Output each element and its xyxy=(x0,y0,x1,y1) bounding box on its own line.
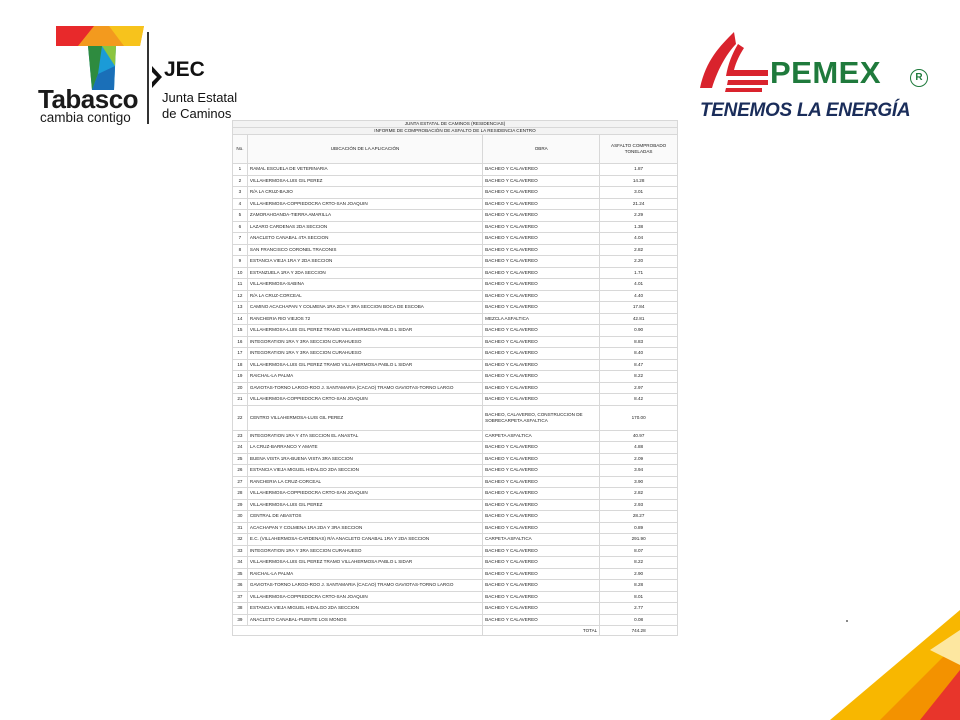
table-row xyxy=(233,614,678,626)
report-title: JUNTA ESTATAL DE CAMINOS (RESIDENCIAS) xyxy=(233,121,678,128)
row-number: 18 xyxy=(233,359,248,371)
row-location: ZAMORAHOANDA-TIERRA AMARILLA xyxy=(247,210,482,222)
row-number: 11 xyxy=(233,279,248,291)
row-work: BACHEO Y CALAVEREO xyxy=(483,442,600,454)
row-asphalt: 8.22 xyxy=(600,557,678,569)
row-location: VILLAHERMOSA-COPPIEDOCRA CRTO-SAN JOAQUIN xyxy=(247,591,482,603)
row-work: BACHEO Y CALAVEREO xyxy=(483,591,600,603)
row-asphalt: 17.84 xyxy=(600,302,678,314)
row-location: R/A LA CRUZ-BAJIO xyxy=(247,187,482,199)
row-work: CARPETA ASFALTICA xyxy=(483,534,600,546)
row-asphalt: 2.97 xyxy=(600,382,678,394)
row-location: RANCHERIA LA CRUZ-CORCEAL xyxy=(247,476,482,488)
row-work: BACHEO Y CALAVEREO xyxy=(483,325,600,337)
row-work: BACHEO Y CALAVEREO xyxy=(483,476,600,488)
row-location: VILLAHERMOSA-LUIS GIL PEREZ xyxy=(247,499,482,511)
row-work: BACHEO Y CALAVEREO xyxy=(483,210,600,222)
table-row xyxy=(233,290,678,302)
report-subtitle-row xyxy=(233,128,678,135)
table-row xyxy=(233,603,678,615)
row-asphalt: 4.01 xyxy=(600,279,678,291)
row-location: LAZARO CARDENAS 2DA SECCION xyxy=(247,221,482,233)
row-work: BACHEO Y CALAVEREO xyxy=(483,221,600,233)
row-number: 13 xyxy=(233,302,248,314)
table-row xyxy=(233,256,678,268)
row-work: BACHEO Y CALAVEREO xyxy=(483,233,600,245)
row-location: RAMAL ESCUELA DE VETERINARIA xyxy=(247,164,482,176)
row-work: BACHEO Y CALAVEREO xyxy=(483,453,600,465)
table-row xyxy=(233,580,678,592)
row-work: BACHEO Y CALAVEREO xyxy=(483,359,600,371)
asphalt-report xyxy=(232,120,678,686)
total-spacer xyxy=(233,626,483,636)
row-work: BACHEO Y CALAVEREO xyxy=(483,603,600,615)
logo-divider xyxy=(147,32,149,124)
row-asphalt: 3.01 xyxy=(600,187,678,199)
row-asphalt: 8.22 xyxy=(600,371,678,383)
row-work: BACHEO Y CALAVEREO xyxy=(483,164,600,176)
decorative-dot xyxy=(846,620,848,622)
row-location: ESTANZUELA 1RA Y 2DA SECCION xyxy=(247,267,482,279)
row-location: ANACLETO CANABAL-PUENTE LOS MONOS xyxy=(247,614,482,626)
row-number: 27 xyxy=(233,476,248,488)
table-row xyxy=(233,359,678,371)
row-asphalt: 8.42 xyxy=(600,394,678,406)
table-row xyxy=(233,534,678,546)
row-work: BACHEO Y CALAVEREO xyxy=(483,522,600,534)
row-work: BACHEO Y CALAVEREO xyxy=(483,394,600,406)
row-number: 15 xyxy=(233,325,248,337)
row-location: INTEGORATION 1RA Y 3RA SECCION CURAHUESO xyxy=(247,336,482,348)
row-location: ESTANCIA VIEJA MIGUEL HIDALGO 2DA SECCION xyxy=(247,465,482,477)
table-row xyxy=(233,511,678,523)
row-number: 34 xyxy=(233,557,248,569)
row-number: 35 xyxy=(233,568,248,580)
tabasco-tagline: cambia contigo xyxy=(40,110,131,125)
row-work: BACHEO Y CALAVEREO xyxy=(483,371,600,383)
row-asphalt: 2.90 xyxy=(600,568,678,580)
row-location: VILLAHERMOSA-LUIS GIL PEREZ TRAMO VILLAHERMOSA PABLO L SIDAR xyxy=(247,557,482,569)
row-location: VILLAHERMOSA-COPPIEDOCRA CRTO-SAN JOAQUIN xyxy=(247,488,482,500)
table-row xyxy=(233,325,678,337)
table-row xyxy=(233,233,678,245)
row-location: LA CRUZ-BARRANCO Y AMATE xyxy=(247,442,482,454)
row-location: VILLAHERMOSA-COPPIEDOCRA CRTO-SAN JOAQUIN xyxy=(247,198,482,210)
table-row xyxy=(233,442,678,454)
row-number: 1 xyxy=(233,164,248,176)
row-work: BACHEO Y CALAVEREO xyxy=(483,198,600,210)
tabasco-t-mark-icon xyxy=(54,26,146,90)
row-work: BACHEO Y CALAVEREO xyxy=(483,568,600,580)
row-asphalt: 0.90 xyxy=(600,325,678,337)
row-number: 36 xyxy=(233,580,248,592)
row-asphalt: 8.40 xyxy=(600,348,678,360)
row-number: 37 xyxy=(233,591,248,603)
row-asphalt: 2.82 xyxy=(600,244,678,256)
row-work: BACHEO Y CALAVEREO xyxy=(483,348,600,360)
row-location: CENTRAL DE ABASTOS xyxy=(247,511,482,523)
row-asphalt: 2.82 xyxy=(600,488,678,500)
row-asphalt: 1.87 xyxy=(600,164,678,176)
row-number: 3 xyxy=(233,187,248,199)
row-work: BACHEO Y CALAVEREO xyxy=(483,290,600,302)
row-number: 19 xyxy=(233,371,248,383)
row-location: CENTRO VILLAHERMOSA-LUIS GIL PEREZ xyxy=(247,405,482,430)
table-row xyxy=(233,267,678,279)
row-number: 32 xyxy=(233,534,248,546)
row-number: 24 xyxy=(233,442,248,454)
total-label: TOTAL xyxy=(483,626,600,636)
col-header-no: No. xyxy=(233,135,248,164)
row-number: 10 xyxy=(233,267,248,279)
row-asphalt: 28.27 xyxy=(600,511,678,523)
row-work: MEZCLA ASFALTICA xyxy=(483,313,600,325)
row-location: ESTANCIA VIEJA MIGUEL HIDALGO 2DA SECCION xyxy=(247,603,482,615)
row-asphalt: 2.29 xyxy=(600,210,678,222)
row-asphalt: 8.07 xyxy=(600,545,678,557)
jec-line1: Junta Estatal xyxy=(162,90,238,105)
decorative-corner xyxy=(820,610,960,720)
row-number: 2 xyxy=(233,175,248,187)
jec-line2: de Caminos xyxy=(162,106,232,121)
row-work: BACHEO Y CALAVEREO xyxy=(483,267,600,279)
table-row xyxy=(233,313,678,325)
row-asphalt: 4.04 xyxy=(600,233,678,245)
row-number: 29 xyxy=(233,499,248,511)
row-work: BACHEO Y CALAVEREO xyxy=(483,302,600,314)
row-location: ACACHAPAN Y COLMENA 1RA 2DA Y 3RA SECCION xyxy=(247,522,482,534)
row-location: VILLAHERMOSA-LUIS GIL PEREZ TRAMO VILLAHERMOSA PABLO L SIDAR xyxy=(247,325,482,337)
table-row xyxy=(233,187,678,199)
row-asphalt: 14.28 xyxy=(600,175,678,187)
row-location: VILLAHERMOSA-SABINA xyxy=(247,279,482,291)
row-work: BACHEO Y CALAVEREO xyxy=(483,279,600,291)
row-location: ESTANCIA VIEJA 1RA Y 2DA SECCION xyxy=(247,256,482,268)
row-number: 7 xyxy=(233,233,248,245)
jec-arrow-icon xyxy=(152,66,162,88)
row-location: INTEGORATION 1RA Y 3RA SECCION CURAHUESO xyxy=(247,348,482,360)
row-work: BACHEO Y CALAVEREO xyxy=(483,488,600,500)
row-asphalt: 0.89 xyxy=(600,522,678,534)
row-work: CARPETA ASFALTICA xyxy=(483,430,600,442)
row-asphalt: 1.71 xyxy=(600,267,678,279)
table-row xyxy=(233,279,678,291)
tabasco-wordmark: Tabasco xyxy=(38,84,139,114)
table-row xyxy=(233,371,678,383)
table-row xyxy=(233,465,678,477)
row-number: 39 xyxy=(233,614,248,626)
row-number: 9 xyxy=(233,256,248,268)
total-row xyxy=(233,626,678,636)
row-location: RAICHAL-LA PALMA xyxy=(247,371,482,383)
pemex-slogan: TENEMOS LA ENERGÍA xyxy=(700,100,911,121)
table-header-row xyxy=(233,135,678,164)
row-work: BACHEO Y CALAVEREO xyxy=(483,499,600,511)
table-row xyxy=(233,430,678,442)
registered-mark: R xyxy=(910,69,928,87)
row-work: BACHEO Y CALAVEREO xyxy=(483,175,600,187)
row-location: BUENA VISTA 1RA-BUENA VISTA 3RA SECCION xyxy=(247,453,482,465)
row-number: 23 xyxy=(233,430,248,442)
row-number: 22 xyxy=(233,405,248,430)
row-number: 28 xyxy=(233,488,248,500)
row-number: 30 xyxy=(233,511,248,523)
row-asphalt: 2.09 xyxy=(600,453,678,465)
row-asphalt: 8.83 xyxy=(600,336,678,348)
row-number: 25 xyxy=(233,453,248,465)
table-row xyxy=(233,557,678,569)
table-row xyxy=(233,210,678,222)
report-subtitle: INFORME DE COMPROBACIÓN DE ASFALTO DE LA RESIDENCIA CENTRO xyxy=(233,128,678,135)
total-value: 744.28 xyxy=(600,626,678,636)
row-location: RANCHERIA RIO VIEJOS 72 xyxy=(247,313,482,325)
row-asphalt: 8.28 xyxy=(600,580,678,592)
row-number: 26 xyxy=(233,465,248,477)
row-work: BACHEO Y CALAVEREO xyxy=(483,382,600,394)
row-location: VILLAHERMOSA-LUIS GIL PEREZ xyxy=(247,175,482,187)
row-work: BACHEO Y CALAVEREO xyxy=(483,580,600,592)
pemex-logo xyxy=(698,30,934,126)
row-work: BACHEO Y CALAVEREO xyxy=(483,545,600,557)
row-number: 38 xyxy=(233,603,248,615)
row-asphalt: 21.24 xyxy=(600,198,678,210)
row-number: 6 xyxy=(233,221,248,233)
row-work: BACHEO Y CALAVEREO xyxy=(483,256,600,268)
row-asphalt: 3.94 xyxy=(600,465,678,477)
pemex-eagle-icon xyxy=(698,30,770,96)
row-location: E.C. (VILLAHERMOSA-CARDENAS) R/A ANACLETO CANABAL 1RA Y 2DA SECCION xyxy=(247,534,482,546)
row-number: 16 xyxy=(233,336,248,348)
row-location: R/A LA CRUZ-CORCEAL xyxy=(247,290,482,302)
row-work: BACHEO Y CALAVEREO xyxy=(483,465,600,477)
row-asphalt: 2.20 xyxy=(600,256,678,268)
table-row xyxy=(233,522,678,534)
row-asphalt: 170.00 xyxy=(600,405,678,430)
row-work: BACHEO Y CALAVEREO xyxy=(483,614,600,626)
table-row xyxy=(233,244,678,256)
table-row xyxy=(233,336,678,348)
col-header-location: UBICACIÓN DE LA APLICACIÓN xyxy=(247,135,482,164)
row-location: INTEGORATION 1RA Y 3RA SECCION CURAHUESO xyxy=(247,545,482,557)
row-location: ANACLETO CANABAL 4TA SECCION xyxy=(247,233,482,245)
row-asphalt: 1.38 xyxy=(600,221,678,233)
report-title-row xyxy=(233,121,678,128)
table-row xyxy=(233,382,678,394)
row-work: BACHEO Y CALAVEREO xyxy=(483,557,600,569)
table-row xyxy=(233,545,678,557)
col-header-work: OBRA xyxy=(483,135,600,164)
row-asphalt: 0.08 xyxy=(600,614,678,626)
table-row xyxy=(233,221,678,233)
row-location: VILLAHERMOSA-COPPIEDOCRA CRTO-SAN JOAQUIN xyxy=(247,394,482,406)
table-row xyxy=(233,348,678,360)
row-number: 12 xyxy=(233,290,248,302)
row-work: BACHEO Y CALAVEREO xyxy=(483,336,600,348)
report-table xyxy=(232,120,678,636)
row-location: CAMINO ACACHAPAN Y COLMENA 1RA 2DA Y 3RA SECCION BOCA DE ESCOBA xyxy=(247,302,482,314)
table-row xyxy=(233,476,678,488)
row-work: BACHEO Y CALAVEREO xyxy=(483,511,600,523)
row-location: RAICHAL-LA PALMA xyxy=(247,568,482,580)
row-work: BACHEO Y CALAVEREO xyxy=(483,244,600,256)
row-number: 17 xyxy=(233,348,248,360)
table-row xyxy=(233,394,678,406)
row-asphalt: 8.01 xyxy=(600,591,678,603)
row-asphalt: 42.81 xyxy=(600,313,678,325)
row-number: 20 xyxy=(233,382,248,394)
jec-acronym: JEC xyxy=(164,58,205,81)
table-row xyxy=(233,499,678,511)
table-row xyxy=(233,488,678,500)
row-number: 14 xyxy=(233,313,248,325)
table-row xyxy=(233,405,678,430)
row-asphalt: 291.90 xyxy=(600,534,678,546)
row-work: BACHEO, CALAVEREO, CONSTRUCCION DE SOBRECARPETA ASFALTICA xyxy=(483,405,600,430)
row-asphalt: 2.93 xyxy=(600,499,678,511)
row-asphalt: 2.77 xyxy=(600,603,678,615)
row-number: 5 xyxy=(233,210,248,222)
table-row xyxy=(233,175,678,187)
row-location: GAVIOTAS-TORNO LARGO-ROO J. SANTAMARIA (CACAO) TRAMO GAVIOTAS-TORNO LARGO xyxy=(247,382,482,394)
table-row xyxy=(233,453,678,465)
row-number: 33 xyxy=(233,545,248,557)
row-number: 31 xyxy=(233,522,248,534)
table-row xyxy=(233,591,678,603)
row-number: 4 xyxy=(233,198,248,210)
row-work: BACHEO Y CALAVEREO xyxy=(483,187,600,199)
pemex-wordmark: PEMEX xyxy=(770,55,882,90)
row-asphalt: 8.47 xyxy=(600,359,678,371)
row-number: 8 xyxy=(233,244,248,256)
row-number: 21 xyxy=(233,394,248,406)
tabasco-jec-logo xyxy=(30,26,260,126)
row-location: GAVIOTAS-TORNO LARGO-ROO J. SANTAMARIA (CACAO) TRAMO GAVIOTAS-TORNO LARGO xyxy=(247,580,482,592)
table-row xyxy=(233,164,678,176)
col-header-asphalt: ASFALTO COMPROBADO TONELADAS xyxy=(600,135,678,164)
row-asphalt: 40.97 xyxy=(600,430,678,442)
row-location: SAN FRANCISCO CORONEL TRACONIS xyxy=(247,244,482,256)
row-location: VILLAHERMOSA-LUIS GIL PEREZ TRAMO VILLAHERMOSA PABLO L SIDAR xyxy=(247,359,482,371)
table-row xyxy=(233,198,678,210)
row-asphalt: 4.88 xyxy=(600,442,678,454)
table-row xyxy=(233,302,678,314)
row-location: INTEGORATION 1RA Y 4TA SECCION EL ANASTAL xyxy=(247,430,482,442)
table-row xyxy=(233,568,678,580)
row-asphalt: 3.90 xyxy=(600,476,678,488)
row-asphalt: 4.40 xyxy=(600,290,678,302)
